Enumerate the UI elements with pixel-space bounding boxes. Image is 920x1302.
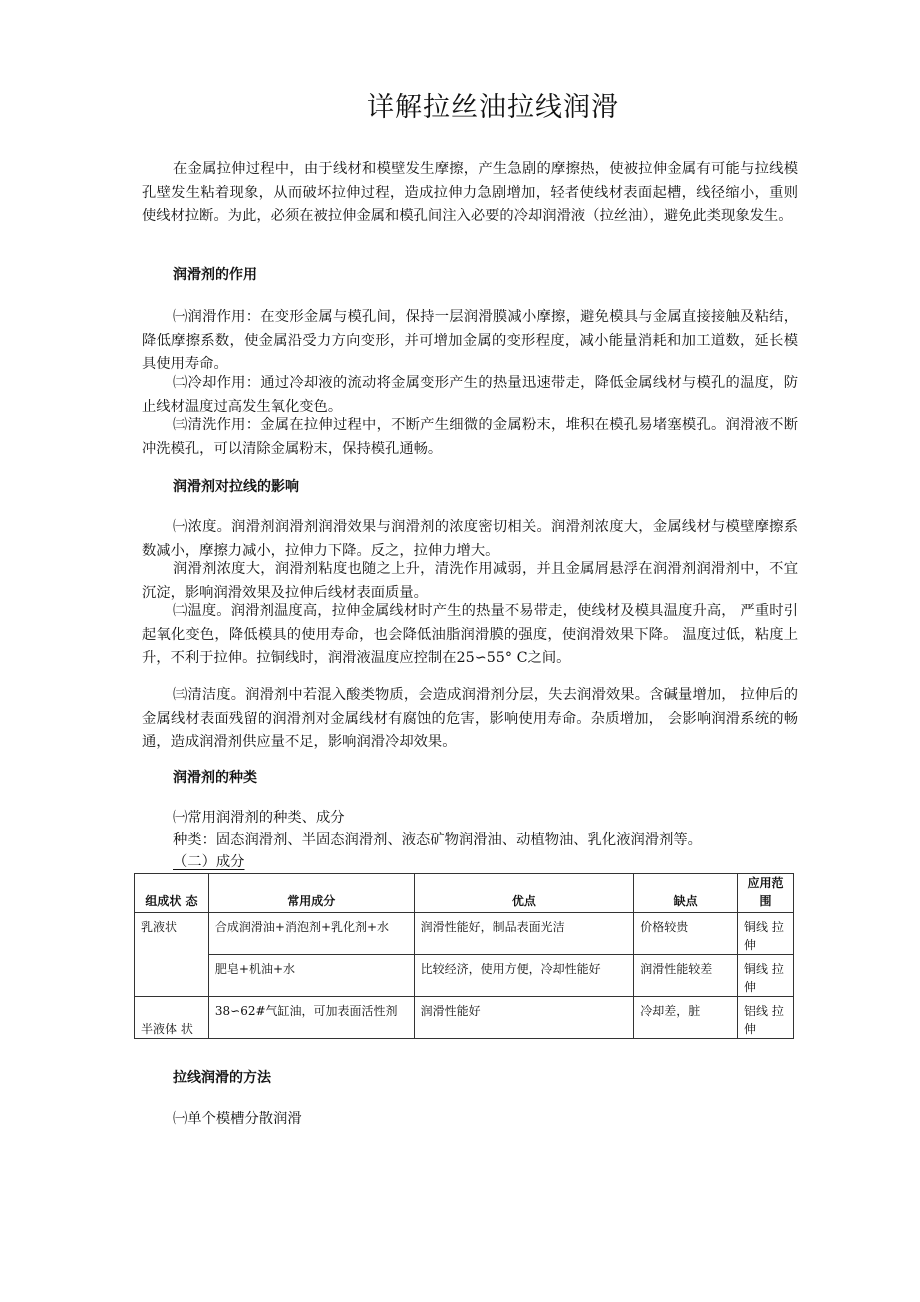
table-cell-con: 冷却差，脏 (634, 997, 738, 1039)
section-heading-function: 润滑剂的作用 (173, 267, 257, 283)
influence-item-concentration: ㈠浓度。润滑剂润滑剂润滑效果与润滑剂的浓度密切相关。润滑剂浓度大，金属线材与模壁摩擦系数减小，摩擦力减小，拉伸力下降。反之，拉伸力增大。 (142, 519, 798, 559)
table-cell-component: 38∽62#气缸油，可加表面活性剂 (208, 997, 414, 1039)
table-row (135, 913, 794, 955)
lubricant-components-table (134, 873, 794, 1039)
table-cell-state: 乳液状 (135, 913, 209, 997)
table-cell-use: 铜线 拉伸 (738, 913, 794, 955)
influence-item-concentration-2: 润滑剂浓度大，润滑剂粘度也随之上升，清洗作用减弱，并且金属屑悬浮在润滑剂润滑剂中，不宜沉淀，影响润滑效果及拉伸后线材表面质量。 (142, 561, 798, 601)
table-cell-component: 合成润滑油+消泡剂+乳化剂+水 (208, 913, 414, 955)
table-header-cell: 常用成分 (208, 874, 414, 913)
types-subheading: ㈠常用润滑剂的种类、成分 (173, 810, 345, 826)
table-cell-con: 润滑性能较差 (634, 955, 738, 997)
table-header-cell: 优点 (414, 874, 634, 913)
influence-item-cleanliness: ㈢清洁度。润滑剂中若混入酸类物质，会造成润滑剂分层，失去润滑效果。含碱量增加， 拉伸后的金属线材表面残留的润滑剂对金属线材有腐蚀的危害，影响使用寿命。杂质增加， 会影响润滑系统的畅通，造成润滑剂供应量不足，影响润滑冷却效果。 (142, 687, 798, 750)
section-heading-influence: 润滑剂对拉线的影响 (173, 479, 299, 495)
method-subheading: ㈠单个模槽分散润滑 (173, 1111, 302, 1127)
table-cell-use: 铝线 拉伸 (738, 997, 794, 1039)
table-row (135, 997, 794, 1039)
table-cell-pro: 比较经济，使用方便，冷却性能好 (414, 955, 634, 997)
table-header-cell: 缺点 (634, 874, 738, 913)
components-subheading: （二）成分 (173, 854, 245, 870)
table-cell-con: 价格较贵 (634, 913, 738, 955)
document-title: 详解拉丝油拉线润滑 (367, 92, 619, 123)
table-cell-pro: 润滑性能好，制品表面光洁 (414, 913, 634, 955)
table-cell-component: 肥皂+机油+水 (208, 955, 414, 997)
table-row (135, 955, 794, 997)
table-cell-pro: 润滑性能好 (414, 997, 634, 1039)
table-header-cell: 组成状 态 (135, 874, 209, 913)
influence-item-temperature: ㈡温度。润滑剂温度高，拉伸金属线材时产生的热量不易带走，使线材及模具温度升高， 严重时引起氧化变色，降低模具的使用寿命，也会降低油脂润滑膜的强度，使润滑效果下降。 温度过低，粘度上升，不利于拉伸。拉铜线时，润滑液温度应控制在25∽55° C之间。 (142, 603, 798, 666)
function-item-cleaning: ㈢清洗作用：金属在拉伸过程中，不断产生细微的金属粉末，堆积在模孔易堵塞模孔。润滑液不断冲洗模孔，可以清除金属粉末，保持模孔通畅。 (142, 417, 798, 457)
function-item-lubrication: ㈠润滑作用：在变形金属与模孔间，保持一层润滑膜减小摩擦，避免模具与金属直接接触及粘结，降低摩擦系数，使金属沿受力方向变形，并可增加金属的变形程度，减小能量消耗和加工道数，延长模具使用寿命。 (142, 309, 798, 372)
types-kinds: 种类：固态润滑剂、半固态润滑剂、液态矿物润滑油、动植物油、乳化液润滑剂等。 (173, 832, 702, 848)
function-item-cooling: ㈡冷却作用：通过冷却液的流动将金属变形产生的热量迅速带走，降低金属线材与模孔的温度，防止线材温度过高发生氧化变色。 (142, 375, 798, 415)
intro-paragraph: 在金属拉伸过程中，由于线材和模壁发生摩擦，产生急剧的摩擦热，使被拉伸金属有可能与拉线模孔壁发生粘着现象，从而破坏拉伸过程，造成拉伸力急剧增加，轻者使线材表面起槽，线径缩小，重则使线材拉断。为此，必须在被拉伸金属和模孔间注入必要的冷却润滑液（拉丝油），避免此类现象发生。 (142, 161, 798, 224)
section-heading-types: 润滑剂的种类 (173, 770, 257, 786)
table-header-cell: 应用范围 (738, 874, 794, 913)
table-header-row (135, 874, 794, 913)
section-heading-method: 拉线润滑的方法 (173, 1070, 271, 1086)
table-cell-state: 半液体 状 (135, 997, 209, 1039)
table-cell-use: 铜线 拉伸 (738, 955, 794, 997)
